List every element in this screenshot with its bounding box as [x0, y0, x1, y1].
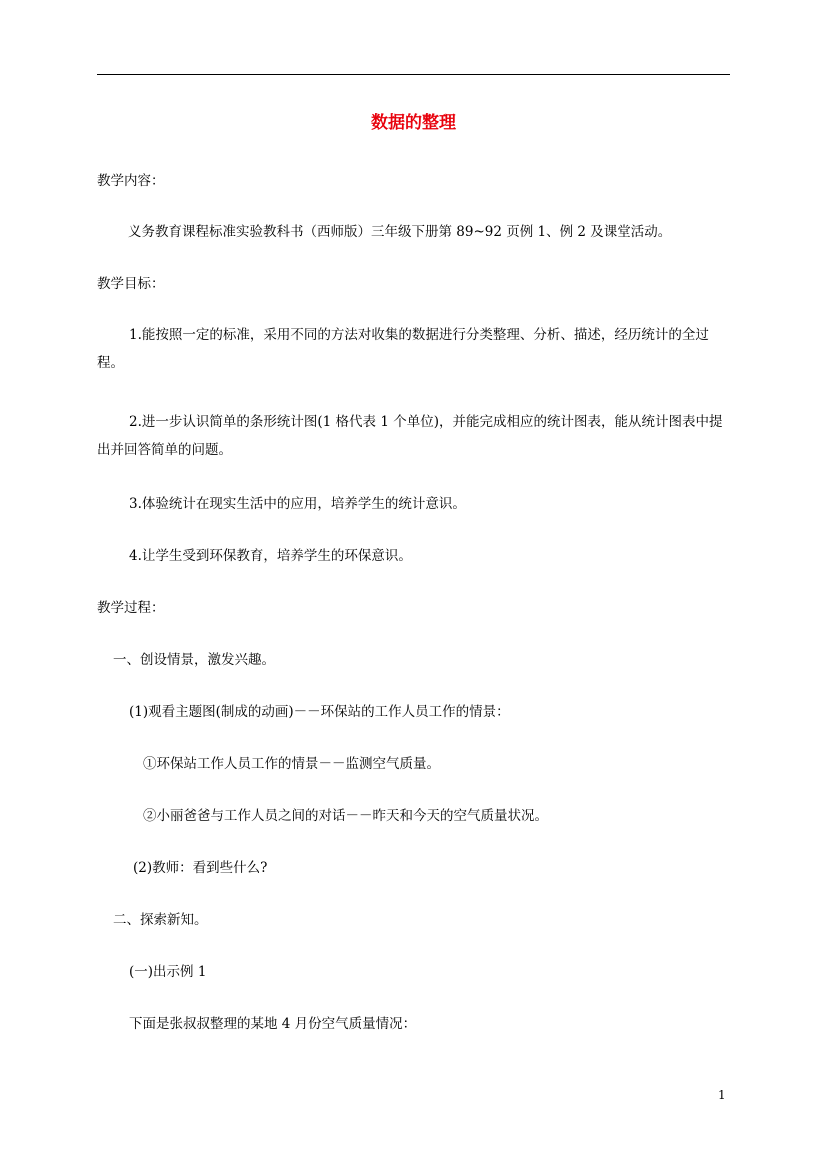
paragraph-item-2: (2)教师：看到些什么?: [133, 860, 268, 876]
paragraph-example-intro: 下面是张叔叔整理的某地 4 月份空气质量情况：: [129, 1016, 417, 1032]
paragraph-subitem-1: ①环保站工作人员工作的情景－－监测空气质量。: [143, 756, 440, 772]
paragraph-example-1: (一)出示例 1: [129, 964, 207, 980]
paragraph-textbook-reference: 义务教育课程标准实验教科书（西师版）三年级下册第 89~92 页例 1、例 2 及课堂活动。: [128, 224, 672, 240]
paragraph-section-2: 二、探索新知。: [113, 912, 208, 928]
paragraph-goal-2: 2.进一步认识简单的条形统计图(1 格代表 1 个单位)，并能完成相应的统计图表，能从统计图表中提出并回答简单的问题。: [97, 414, 723, 458]
paragraph-subitem-2: ②小丽爸爸与工作人员之间的对话－－昨天和今天的空气质量状况。: [143, 808, 548, 824]
paragraph-teaching-process-heading: 教学过程：: [97, 600, 165, 616]
header-rule: [97, 74, 730, 75]
paragraph-teaching-goals-heading: 教学目标：: [97, 276, 165, 292]
paragraph-goal-4: 4.让学生受到环保教育，培养学生的环保意识。: [129, 548, 412, 564]
paragraph-goal-1: 1.能按照一定的标准，采用不同的方法对收集的数据进行分类整理、分析、描述，经历统计的全过程。: [97, 327, 709, 371]
paragraph-teaching-content-heading: 教学内容：: [97, 173, 165, 189]
paragraph-section-1: 一、创设情景，激发兴趣。: [113, 652, 275, 668]
page-number: 1: [718, 1088, 726, 1102]
paragraph-goal-3: 3.体验统计在现实生活中的应用，培养学生的统计意识。: [129, 496, 466, 512]
paragraph-item-1: (1)观看主题图(制成的动画)－－环保站的工作人员工作的情景：: [129, 704, 510, 720]
page-title: 数据的整理: [371, 113, 456, 133]
